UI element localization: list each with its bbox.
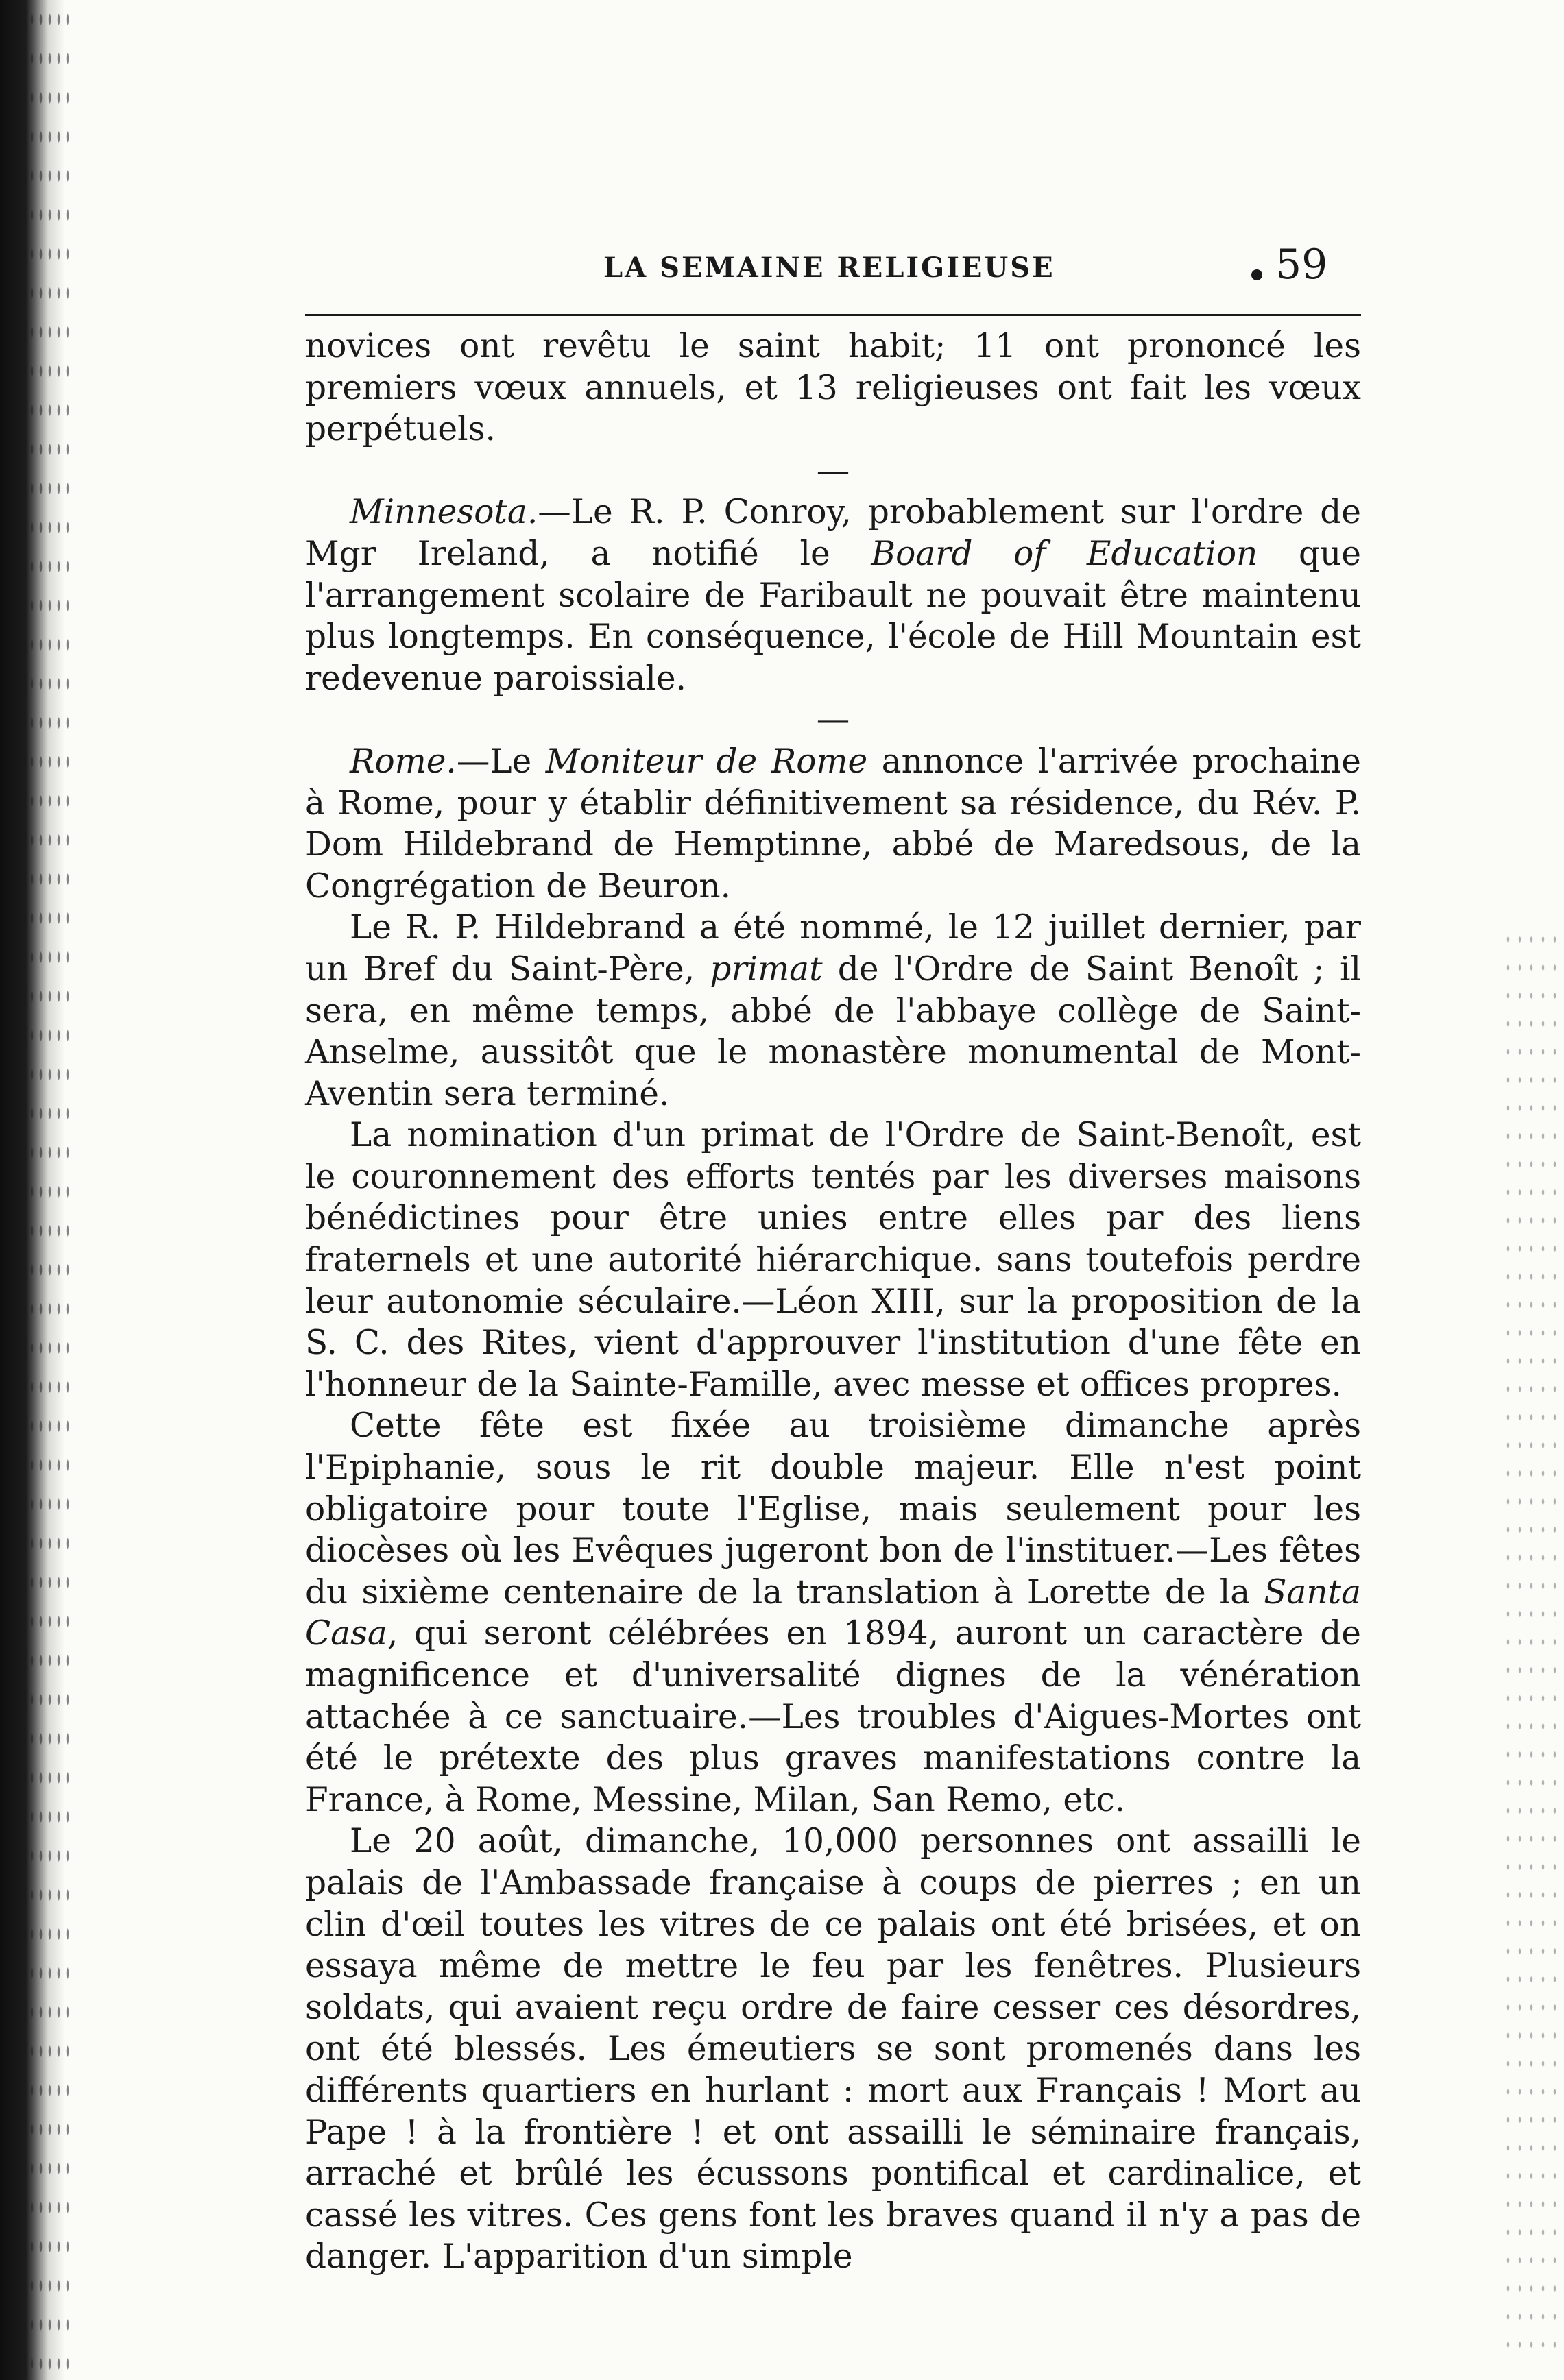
italic-text: Rome. <box>350 742 457 781</box>
paragraph <box>305 491 1361 699</box>
paragraph <box>305 907 1361 1115</box>
paragraph <box>305 326 1361 450</box>
page-number: 59 <box>1275 241 1328 289</box>
italic-text: Board of Education <box>871 534 1258 573</box>
article-body <box>305 326 1361 2278</box>
text-run: —Le <box>456 742 546 781</box>
scan-noise-right <box>1502 925 1564 2365</box>
text-run: , qui seront célébrées en 1894, auront un caractère de magnificence et d'universalité dignes de la vénération attachée à ce sanctuaire.—Les troubles d'Aigues-Mortes ont été le prétexte des plus graves manifestations contre la France, à Rome, Messine, Milan, San Remo, etc. <box>305 1614 1361 1819</box>
text-run: La nomination d'un primat de l'Ordre de Saint-Benoît, est le couronnement des efforts tentés par les diverses maisons bénédictines pour être unies entre elles par des liens fraternels et une autorité hiérarchique. sans toutefois perdre leur autonomie séculaire.—Léon XIII, sur la proposition de la S. C. des Rites, vient d'approuver l'institution d'une fête en l'honneur de la Sainte-Famille, avec messe et offices propres. <box>305 1116 1361 1404</box>
paragraph <box>305 1821 1361 2278</box>
text-run: novices ont revêtu le saint habit; 11 ont prononcé les premiers vœux annuels, et 13 religieuses ont fait les vœux perpétuels. <box>305 327 1361 449</box>
text-run: de l'Ordre de Saint Benoît ; il sera, en même temps, abbé de l'abbaye collège de Saint-Anselme, aussitôt que le monastère monumental de Mont-Aventin sera terminé. <box>305 949 1361 1113</box>
italic-text: Minnesota. <box>350 493 538 532</box>
paragraph <box>305 741 1361 907</box>
header-rule <box>305 314 1361 316</box>
text-run: annonce l'arrivée prochaine à Rome, pour y établir définitivement sa résidence, du Rév. P. Dom Hildebrand de Hemptinne, abbé de Maredsous, de la Congrégation de Beuron. <box>305 742 1362 906</box>
text-run: que l'arrangement scolaire de Faribault ne pouvait être maintenu plus longtemps. En conséquence, l'école de Hill Mountain est redevenue paroissiale. <box>305 534 1361 698</box>
text-run: Le 20 août, dimanche, 10,000 personnes ont assailli le palais de l'Ambassade française à coups de pierres ; en un clin d'œil toutes les vitres de ce palais ont été brisées, et on essaya même de mettre le feu par les fenêtres. Plusieurs soldats, qui avaient reçu ordre de faire cesser ces désordres, ont été blessés. Les émeutiers se sont promenés dans les différents quartiers en hurlant : mort aux Français ! Mort au Pape ! à la frontière ! et ont assailli le séminaire français, arraché et brûlé les écussons pontifical et cardinalice, et cassé les vitres. Ces gens font les braves quand il n'y a pas de danger. L'apparition d'un simple <box>305 1822 1361 2276</box>
paragraph <box>305 1405 1361 1821</box>
italic-text: primat <box>710 949 823 988</box>
header-dot <box>1251 269 1262 280</box>
paragraph <box>305 1115 1361 1405</box>
text-run: Cette fête est fixée au troisième dimanche après l'Epiphanie, sous le rit double majeur. Elle n'est point obligatoire pour toute l'Eglise, mais seulement pour les diocèses où les Evêques jugeront bon de l'instituer.—Les fêtes du sixième centenaire de la translation à Lorette de la <box>305 1407 1361 1612</box>
running-title: LA SEMAINE RELIGIEUSE <box>603 252 1055 284</box>
italic-text: Santa Casa <box>305 1572 1361 1653</box>
running-head <box>305 236 1361 312</box>
text-run: Le R. P. Hildebrand a été nommé, le 12 juillet dernier, par un Bref du Saint-Père, <box>305 908 1361 988</box>
section-separator: — <box>816 451 850 490</box>
text-run: —Le R. P. Conroy, probablement sur l'ordre de Mgr Ireland, a notifié le <box>305 493 1361 573</box>
scan-noise-left <box>27 0 69 2380</box>
section-separator: — <box>816 701 850 740</box>
italic-text: Moniteur de Rome <box>545 742 868 781</box>
